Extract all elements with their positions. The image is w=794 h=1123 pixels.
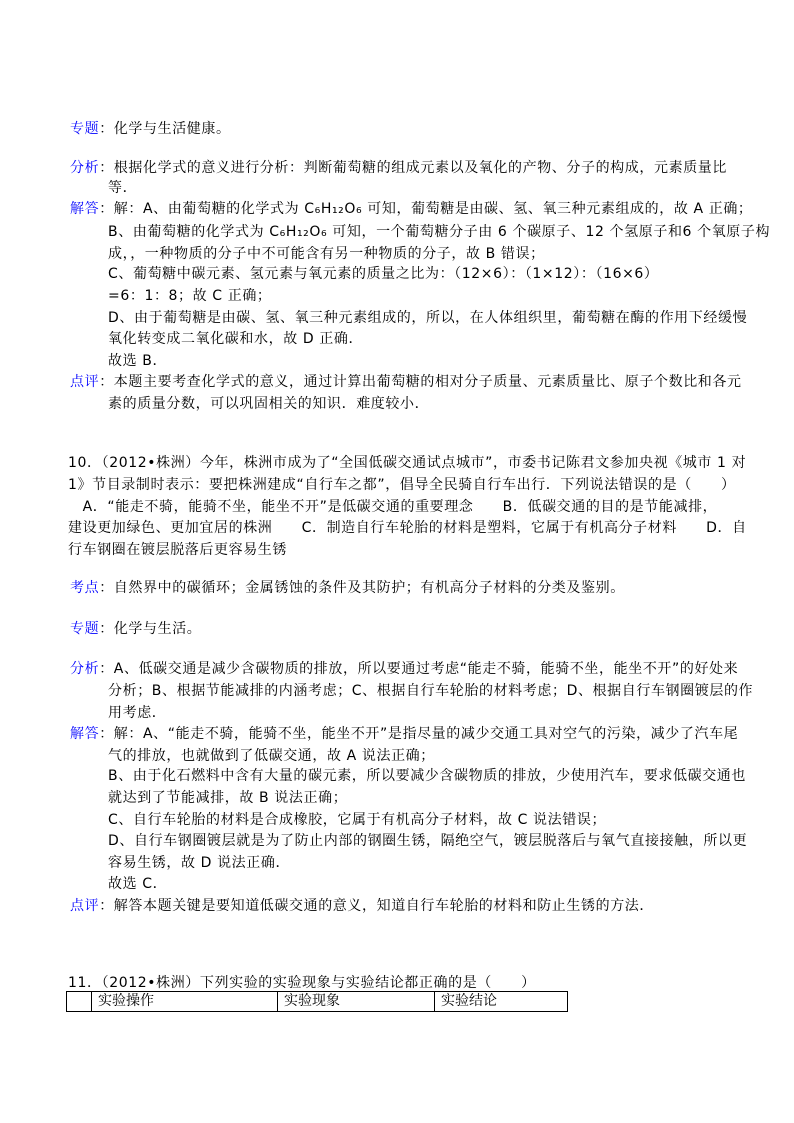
table-header-cell: 实验结论 — [434, 992, 497, 1011]
question-10-line — [68, 455, 746, 471]
answer-text: 气的排放，也就做到了低碳交通，故 A 说法正确； — [108, 748, 435, 764]
experiment-table — [66, 991, 568, 1012]
comment-label: 点评 — [70, 374, 100, 390]
analysis-text: 分析；B、根据节能减排的内涵考虑；C、根据自行车轮胎的材料考虑；D、根据自行车钢圈镀层的作 — [108, 683, 754, 699]
answer-text: C、自行车轮胎的材料是合成橡胶，它属于有机高分子材料，故 C 说法错误； — [108, 812, 607, 828]
question-10-line — [68, 499, 717, 515]
topic-line — [70, 121, 231, 137]
answer-line — [108, 876, 167, 892]
analysis-label: 分析 — [70, 160, 100, 176]
comment-line — [70, 898, 654, 914]
answer-line — [108, 266, 659, 282]
key-point-label: 考点 — [70, 580, 100, 596]
answer-text: 容易生锈，故 D 说法正确． — [108, 855, 291, 871]
answer-line — [108, 331, 363, 347]
table-header-cell: 实验现象 — [277, 992, 340, 1011]
comment-line — [108, 396, 429, 412]
question-10-line — [68, 477, 736, 493]
answer-text: ：解：A、“能走不骑，能骑不坐，能坐不开”是指尽量的减少交通工具对空气的污染，减少了汽车尾 — [99, 726, 739, 742]
question-text: 1》节目录制时表示：要把株洲建成“自行车之都”，倡导全民骑自行车出行．下列说法错误的是（ ） — [68, 477, 736, 493]
table-header-cell: 实验操作 — [91, 992, 154, 1011]
analysis-line — [108, 180, 137, 196]
question-11-line — [68, 975, 536, 991]
answer-line — [70, 201, 753, 217]
key-point-text: ：自然界中的碳循环；金属锈蚀的条件及其防护；有机高分子材料的分类及鉴别。 — [99, 580, 625, 596]
answer-text: B、由葡萄糖的化学式为 C₆H₁₂O₆ 可知，一个葡萄糖分子由 6 个碳原子、12 个氢原子和6 个氧原子构 — [108, 224, 771, 240]
comment-text: ：本题主要考查化学式的意义，通过计算出葡萄糖的相对分子质量、元素质量比、原子个数比和各元 — [99, 374, 742, 390]
answer-text: ：解：A、由葡萄糖的化学式为 C₆H₁₂O₆ 可知，葡萄糖是由碳、氢、氧三种元素组成的，故 A 正确； — [99, 201, 753, 217]
comment-text: 素的质量分数，可以巩固相关的知识．难度较小． — [108, 396, 430, 412]
answer-line — [108, 855, 290, 871]
question-text: 建设更加绿色、更加宜居的株洲 C．制造自行车轮胎的材料是塑料，它属于有机高分子材料 D．自 — [68, 520, 747, 536]
analysis-text: 用考虑． — [108, 705, 167, 721]
topic-line — [70, 621, 201, 637]
comment-line — [70, 374, 742, 390]
question-10-line — [68, 520, 747, 536]
analysis-line — [108, 705, 166, 721]
answer-text: 成，，一种物质的分子中不可能含有另一种物质的分子，故 B 错误； — [108, 246, 545, 262]
answer-line — [108, 310, 747, 326]
analysis-text: ：A、低碳交通是减少含碳物质的排放，所以要通过考虑“能走不骑，能骑不坐，能坐不开”的好处来 — [99, 661, 739, 677]
comment-text: ：解答本题关键是要知道低碳交通的意义，知道自行车轮胎的材料和防止生锈的方法． — [99, 898, 655, 914]
answer-line — [108, 748, 435, 764]
topic-text: ：化学与生活。 — [99, 621, 202, 637]
answer-label: 解答 — [70, 201, 100, 217]
question-text: 行车钢圈在镀层脱落后更容易生锈 — [68, 542, 287, 558]
answer-line — [108, 812, 606, 828]
analysis-text: 等． — [108, 180, 138, 196]
analysis-line — [70, 160, 727, 176]
key-point-line — [70, 580, 625, 596]
answer-text: B、由于化石燃料中含有大量的碳元素，所以要减少含碳物质的排放，少使用汽车，要求低碳交通也 — [108, 768, 747, 784]
question-text: A．“能走不骑，能骑不坐，能坐不开”是低碳交通的重要理念 B．低碳交通的目的是节能减排， — [68, 499, 718, 515]
answer-line — [108, 768, 746, 784]
answer-text: D、由于葡萄糖是由碳、氢、氧三种元素组成的，所以，在人体组织里，葡萄糖在酶的作用下经缓慢 — [108, 310, 748, 326]
topic-text: ：化学与生活健康。 — [99, 121, 231, 137]
answer-text: =6：1：8；故 C 正确； — [108, 288, 272, 304]
answer-text: 故选 C． — [108, 876, 168, 892]
answer-line — [70, 726, 738, 742]
answer-line — [108, 833, 747, 849]
answer-text: D、自行车钢圈镀层就是为了防止内部的钢圈生锈，隔绝空气，镀层脱落后与氧气直接接触，所以更 — [108, 833, 748, 849]
answer-label: 解答 — [70, 726, 100, 742]
analysis-text: ：根据化学式的意义进行分析：判断葡萄糖的组成元素以及氧化的产物、分子的构成，元素质量比 — [99, 160, 728, 176]
answer-line — [108, 288, 272, 304]
analysis-line — [108, 683, 753, 699]
answer-text: 故选 B． — [108, 353, 168, 369]
analysis-line — [70, 661, 738, 677]
question-text: 11．（2012•株洲）下列实验的实验现象与实验结论都正确的是（ ） — [68, 975, 536, 991]
question-10-line — [68, 542, 287, 558]
question-text: 10．（2012•株洲）今年，株洲市成为了“全国低碳交通试点城市”，市委书记陈君文参加央视《城市 1 对 — [68, 455, 747, 471]
answer-line — [108, 224, 770, 240]
analysis-label: 分析 — [70, 661, 100, 677]
answer-line — [108, 246, 545, 262]
answer-line — [108, 790, 347, 806]
answer-text: 氧化转变成二氧化碳和水，故 D 正确． — [108, 331, 364, 347]
answer-line — [108, 353, 167, 369]
topic-label: 专题 — [70, 121, 100, 137]
comment-label: 点评 — [70, 898, 100, 914]
table-header-cell — [67, 992, 73, 1011]
answer-text: C、葡萄糖中碳元素、氢元素与氧元素的质量之比为：（12×6）：（1×12）：（16×6） — [108, 266, 659, 282]
topic-label: 专题 — [70, 621, 100, 637]
answer-text: 就达到了节能减排，故 B 说法正确； — [108, 790, 348, 806]
